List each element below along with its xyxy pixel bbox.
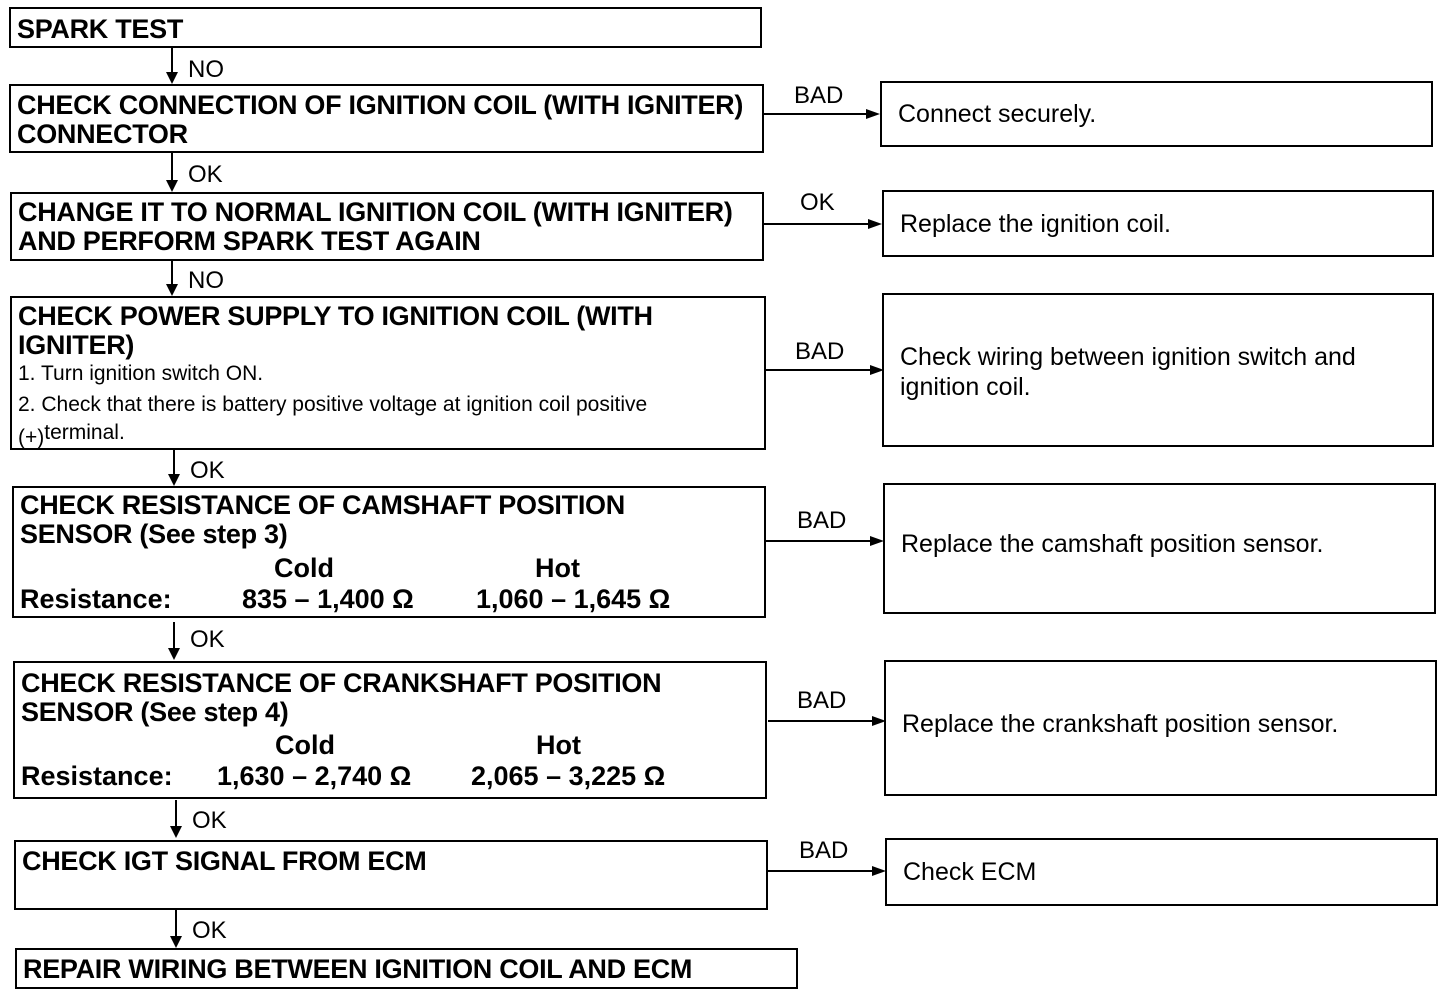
result-text: Check ECM — [903, 858, 1037, 886]
hot-header: Hot — [536, 730, 581, 760]
down-arrowhead-1 — [166, 72, 178, 84]
down-arrowhead-6 — [170, 826, 182, 838]
hot-header: Hot — [535, 553, 580, 583]
result-text: Connect securely. — [898, 100, 1097, 128]
down-label-ok: OK — [190, 457, 225, 484]
terminal-text: terminal. — [44, 421, 125, 444]
hot-value: 1,060 – 1,645 Ω — [476, 584, 671, 614]
right-arrowhead-6 — [872, 866, 886, 876]
step-change-coil — [10, 192, 764, 261]
resistance-label: Resistance: — [21, 761, 173, 791]
step-title: CHANGE IT TO NORMAL IGNITION COIL (WITH IGNITER) AND PERFORM SPARK TEST AGAIN — [18, 197, 733, 256]
cold-value: 1,630 – 2,740 Ω — [217, 761, 412, 791]
step-check-crankshaft — [13, 661, 767, 799]
result-check-ecm — [885, 838, 1438, 906]
cold-value: 835 – 1,400 Ω — [242, 584, 414, 614]
step-check-connection — [9, 84, 764, 153]
step-title: CHECK POWER SUPPLY TO IGNITION COIL (WITH IGNITER) — [18, 301, 653, 360]
result-text: Replace the camshaft position sensor. — [901, 530, 1324, 558]
positive-terminal-symbol: (+) — [18, 426, 45, 449]
instruction-1: 1. Turn ignition switch ON. — [18, 362, 264, 385]
down-label-no: NO — [188, 267, 224, 294]
result-text: Check wiring between ignition switch and ignition coil. — [900, 343, 1356, 401]
branch-label-bad: BAD — [797, 507, 847, 534]
result-connect-securely — [880, 81, 1433, 147]
branch-label-bad: BAD — [797, 687, 847, 714]
hot-value: 2,065 – 3,225 Ω — [471, 761, 666, 791]
down-label-ok: OK — [192, 917, 227, 944]
down-label-ok: OK — [190, 626, 225, 653]
result-check-wiring — [882, 293, 1434, 447]
down-arrowhead-3 — [166, 284, 178, 296]
down-arrowhead-2 — [166, 180, 178, 192]
step-title: CHECK RESISTANCE OF CAMSHAFT POSITION SENSOR (See step 3) — [20, 490, 625, 549]
branch-label-bad: BAD — [794, 82, 844, 109]
right-arrowhead-2 — [868, 219, 882, 229]
resistance-label: Resistance: — [20, 584, 172, 614]
down-label-ok: OK — [188, 161, 223, 188]
cold-header: Cold — [275, 730, 335, 760]
down-arrowhead-7 — [170, 936, 182, 948]
result-replace-coil — [882, 190, 1434, 257]
step-title: CHECK RESISTANCE OF CRANKSHAFT POSITION SENSOR (See step 4) — [21, 668, 662, 727]
result-replace-crankshaft — [884, 660, 1437, 796]
down-label-ok: OK — [192, 807, 227, 834]
down-arrowhead-5 — [168, 648, 180, 660]
step-title: CHECK CONNECTION OF IGNITION COIL (WITH IGNITER) CONNECTOR — [17, 90, 744, 149]
step-title: REPAIR WIRING BETWEEN IGNITION COIL AND ECM — [23, 954, 693, 984]
instruction-3 — [18, 421, 125, 449]
right-arrowhead-4 — [870, 536, 884, 546]
step-check-igt — [14, 840, 768, 910]
branch-label-bad: BAD — [795, 338, 845, 365]
step-spark-test — [9, 7, 762, 48]
step-check-camshaft — [12, 486, 766, 618]
down-label-no: NO — [188, 56, 224, 83]
step-title: CHECK IGT SIGNAL FROM ECM — [22, 846, 427, 876]
result-text: Replace the crankshaft position sensor. — [902, 710, 1339, 738]
result-replace-camshaft — [883, 483, 1436, 614]
cold-header: Cold — [274, 553, 334, 583]
branch-label-bad: BAD — [799, 837, 849, 864]
step-check-power — [10, 296, 766, 450]
step-repair-wiring — [15, 948, 798, 989]
instruction-2: 2. Check that there is battery positive voltage at ignition coil positive — [18, 393, 648, 416]
branch-label-ok: OK — [800, 189, 835, 216]
right-arrowhead-1 — [866, 109, 880, 119]
step-title: SPARK TEST — [17, 14, 184, 44]
result-text: Replace the ignition coil. — [900, 210, 1171, 238]
down-arrowhead-4 — [168, 474, 180, 486]
